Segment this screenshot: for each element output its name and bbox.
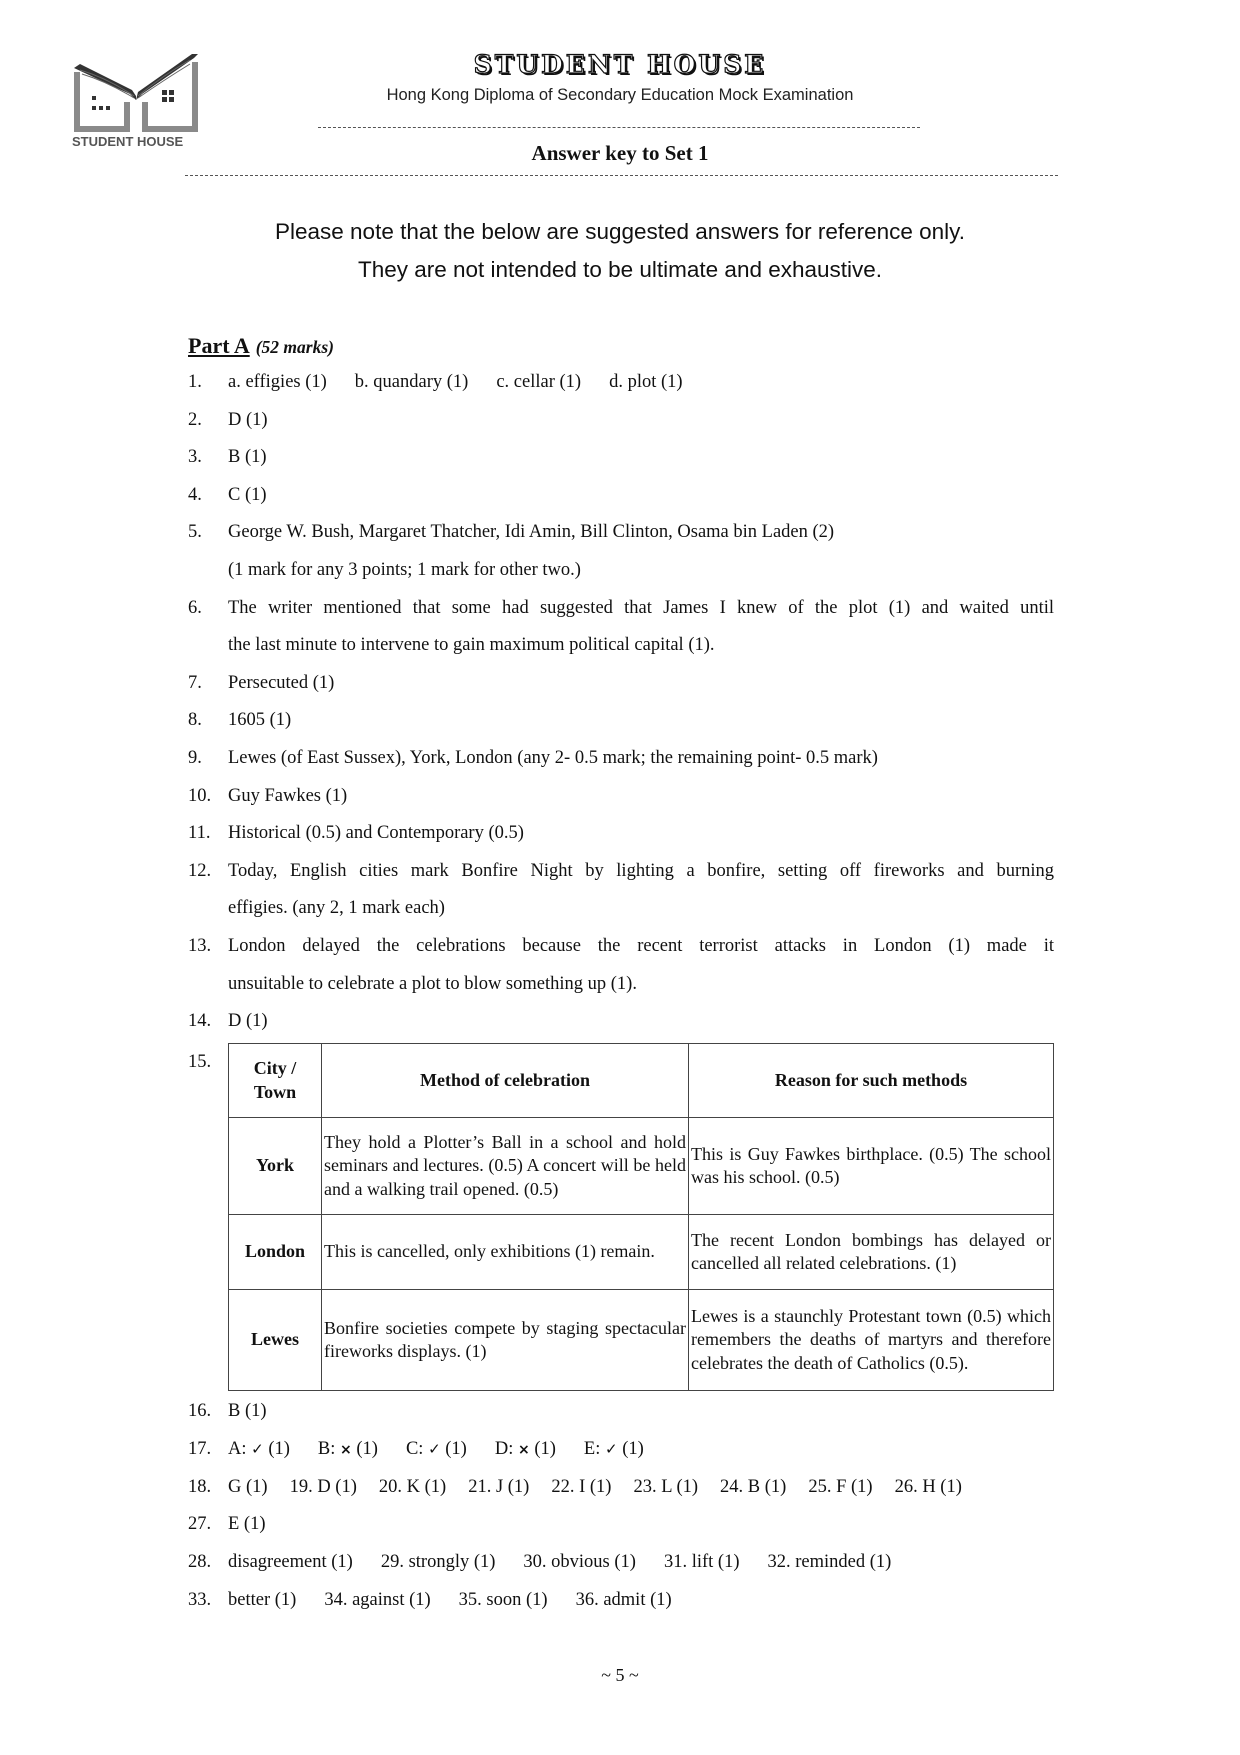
title-divider: [185, 175, 1058, 176]
statement-label: B:: [317, 1439, 336, 1459]
notice-line-2: They are not intended to be ultimate and exhaustive.: [357, 257, 883, 282]
answer-part: c. cellar (1): [496, 372, 582, 392]
question-number: 11.: [188, 823, 211, 843]
check-icon: ✓: [251, 1440, 264, 1458]
city-cell: York: [229, 1118, 322, 1215]
table-row: [229, 1118, 1054, 1215]
answer-part: a. effigies (1): [228, 372, 327, 392]
page-number: ~ 5 ~: [601, 1665, 639, 1685]
question-number: 5.: [188, 522, 202, 542]
statement-score: (1): [534, 1439, 556, 1459]
answer-text: [228, 1477, 984, 1497]
question-number: 10.: [188, 786, 212, 806]
method-cell: They hold a Plotter’s Ball in a school and hold seminars and lectures. (0.5) A concert will be held and a walking trail opened. (0.5): [322, 1118, 689, 1215]
question-number: 17.: [188, 1439, 212, 1459]
answer-text: 1605 (1): [228, 710, 292, 730]
question-number: 2.: [188, 410, 202, 430]
answer-part: 22. I (1): [551, 1477, 612, 1497]
answer-text: Historical (0.5) and Contemporary (0.5): [228, 823, 524, 843]
answer-text: B (1): [228, 1401, 267, 1421]
answer-text: the last minute to intervene to gain maximum political capital (1).: [228, 635, 715, 655]
answer-part: disagreement (1): [228, 1552, 353, 1572]
header-city-line2: Town: [253, 1081, 297, 1102]
answer-note-text: (1 mark for any 3 points; 1 mark for other two.): [228, 560, 581, 580]
answer-part: 32. reminded (1): [767, 1552, 892, 1572]
question-number: 14.: [188, 1011, 212, 1031]
header-reason: Reason for such methods: [689, 1044, 1054, 1118]
statement-score: (1): [268, 1439, 290, 1459]
part-marks: (52 marks): [255, 337, 334, 357]
question-number: 18.: [188, 1477, 212, 1497]
header-method: Method of celebration: [322, 1044, 689, 1118]
answer-text: [228, 1552, 919, 1572]
answer-part: 34. against (1): [324, 1590, 431, 1610]
answer-part: 30. obvious (1): [523, 1552, 636, 1572]
statement-label: D:: [494, 1439, 514, 1459]
exam-subtitle: Hong Kong Diploma of Secondary Education Mock Examination: [386, 86, 854, 104]
celebration-table: [228, 1043, 1054, 1391]
question-number: 7.: [188, 673, 202, 693]
statement-e: [584, 1439, 644, 1459]
answer-text: B (1): [228, 447, 267, 467]
statement-b: [318, 1439, 378, 1460]
answer-text: effigies. (any 2, 1 mark each): [228, 898, 445, 918]
answer-part: 20. K (1): [378, 1477, 447, 1497]
table-header-row: [229, 1044, 1054, 1118]
question-number: 9.: [188, 748, 202, 768]
method-cell: Bonfire societies compete by staging spectacular fireworks displays. (1): [322, 1290, 689, 1391]
statement-label: C:: [405, 1439, 424, 1459]
answer-part: better (1): [228, 1590, 297, 1610]
answer-text: Lewes (of East Sussex), York, London (any 2- 0.5 mark; the remaining point- 0.5 mark): [228, 748, 878, 768]
answer-text: C (1): [228, 485, 267, 505]
answer-text: George W. Bush, Margaret Thatcher, Idi Amin, Bill Clinton, Osama bin Laden (2): [228, 522, 835, 542]
table-row: [229, 1215, 1054, 1290]
answer-part: 24. B (1): [720, 1477, 787, 1497]
answer-text: Guy Fawkes (1): [228, 786, 348, 806]
answer-text: The writer mentioned that some had suggested that James I knew of the plot (1) and waited until: [228, 598, 1054, 618]
method-cell: This is cancelled, only exhibitions (1) remain.: [322, 1215, 689, 1290]
document-title: Answer key to Set 1: [531, 141, 709, 165]
question-number: 3.: [188, 447, 202, 467]
answer-part: 19. D (1): [289, 1477, 357, 1497]
answer-part: 35. soon (1): [458, 1590, 548, 1610]
part-heading: [188, 333, 334, 359]
question-number: 12.: [188, 861, 212, 881]
question-number: 16.: [188, 1401, 212, 1421]
reason-cell: This is Guy Fawkes birthplace. (0.5) The school was his school. (0.5): [689, 1118, 1054, 1215]
reason-cell: The recent London bombings has delayed or cancelled all related celebrations. (1): [689, 1215, 1054, 1290]
answer-text: [228, 1439, 672, 1460]
answer-text: Persecuted (1): [228, 673, 335, 693]
question-number: 8.: [188, 710, 202, 730]
statement-a: [228, 1439, 290, 1459]
question-number: 15.: [188, 1052, 212, 1072]
answer-part: d. plot (1): [609, 372, 683, 392]
answer-part: G (1): [228, 1477, 268, 1497]
question-number: 4.: [188, 485, 202, 505]
statement-score: (1): [356, 1439, 378, 1459]
answer-text: [228, 1590, 700, 1610]
notice-line-1: Please note that the below are suggested answers for reference only.: [275, 219, 965, 244]
statement-score: (1): [445, 1439, 467, 1459]
cross-icon: ×: [340, 1442, 352, 1458]
header-divider: [318, 127, 920, 128]
question-number: 28.: [188, 1552, 212, 1572]
question-number: 27.: [188, 1514, 212, 1534]
answer-text: [228, 372, 711, 392]
statement-label: A:: [228, 1439, 247, 1459]
answer-text: E (1): [228, 1514, 266, 1534]
check-icon: ✓: [604, 1440, 618, 1458]
question-number: 6.: [188, 598, 202, 618]
answer-part: 21. J (1): [468, 1477, 530, 1497]
answer-text: unsuitable to celebrate a plot to blow something up (1).: [228, 974, 637, 994]
brand-title: STUDENT HOUSE: [473, 50, 767, 79]
statement-d: [495, 1439, 556, 1460]
question-number: 1.: [188, 372, 202, 392]
answer-part: 26. H (1): [894, 1477, 962, 1497]
answer-part: 31. lift (1): [663, 1552, 740, 1572]
svg-text:STUDENT HOUSE: STUDENT HOUSE: [72, 134, 184, 148]
reason-cell: Lewes is a staunchly Protestant town (0.5) which remembers the deaths of martyrs and therefore celebrates the death of Catholics (0.5).: [689, 1290, 1054, 1391]
statement-c: [406, 1439, 467, 1459]
check-icon: ✓: [428, 1440, 441, 1458]
answer-part: 36. admit (1): [575, 1590, 672, 1610]
answer-part: 23. L (1): [633, 1477, 699, 1497]
answer-text: D (1): [228, 1011, 268, 1031]
question-number: 33.: [188, 1590, 212, 1610]
answer-text: D (1): [228, 410, 268, 430]
header-city: [229, 1044, 322, 1118]
cross-icon: ×: [517, 1442, 530, 1458]
answer-text: London delayed the celebrations because the recent terrorist attacks in London (1) made it: [228, 936, 1054, 956]
statement-score: (1): [622, 1439, 644, 1459]
answer-part: 25. F (1): [808, 1477, 873, 1497]
table-row: [229, 1290, 1054, 1391]
part-title: Part A: [188, 333, 250, 358]
statement-label: E:: [583, 1439, 601, 1459]
city-cell: London: [229, 1215, 322, 1290]
answer-text: Today, English cities mark Bonfire Night by lighting a bonfire, setting off fireworks and burning: [228, 861, 1054, 881]
answer-part: b. quandary (1): [354, 372, 469, 392]
city-cell: Lewes: [229, 1290, 322, 1391]
question-number: 13.: [188, 936, 212, 956]
header-city-line1: City /: [253, 1058, 297, 1078]
answer-part: 29. strongly (1): [380, 1552, 496, 1572]
